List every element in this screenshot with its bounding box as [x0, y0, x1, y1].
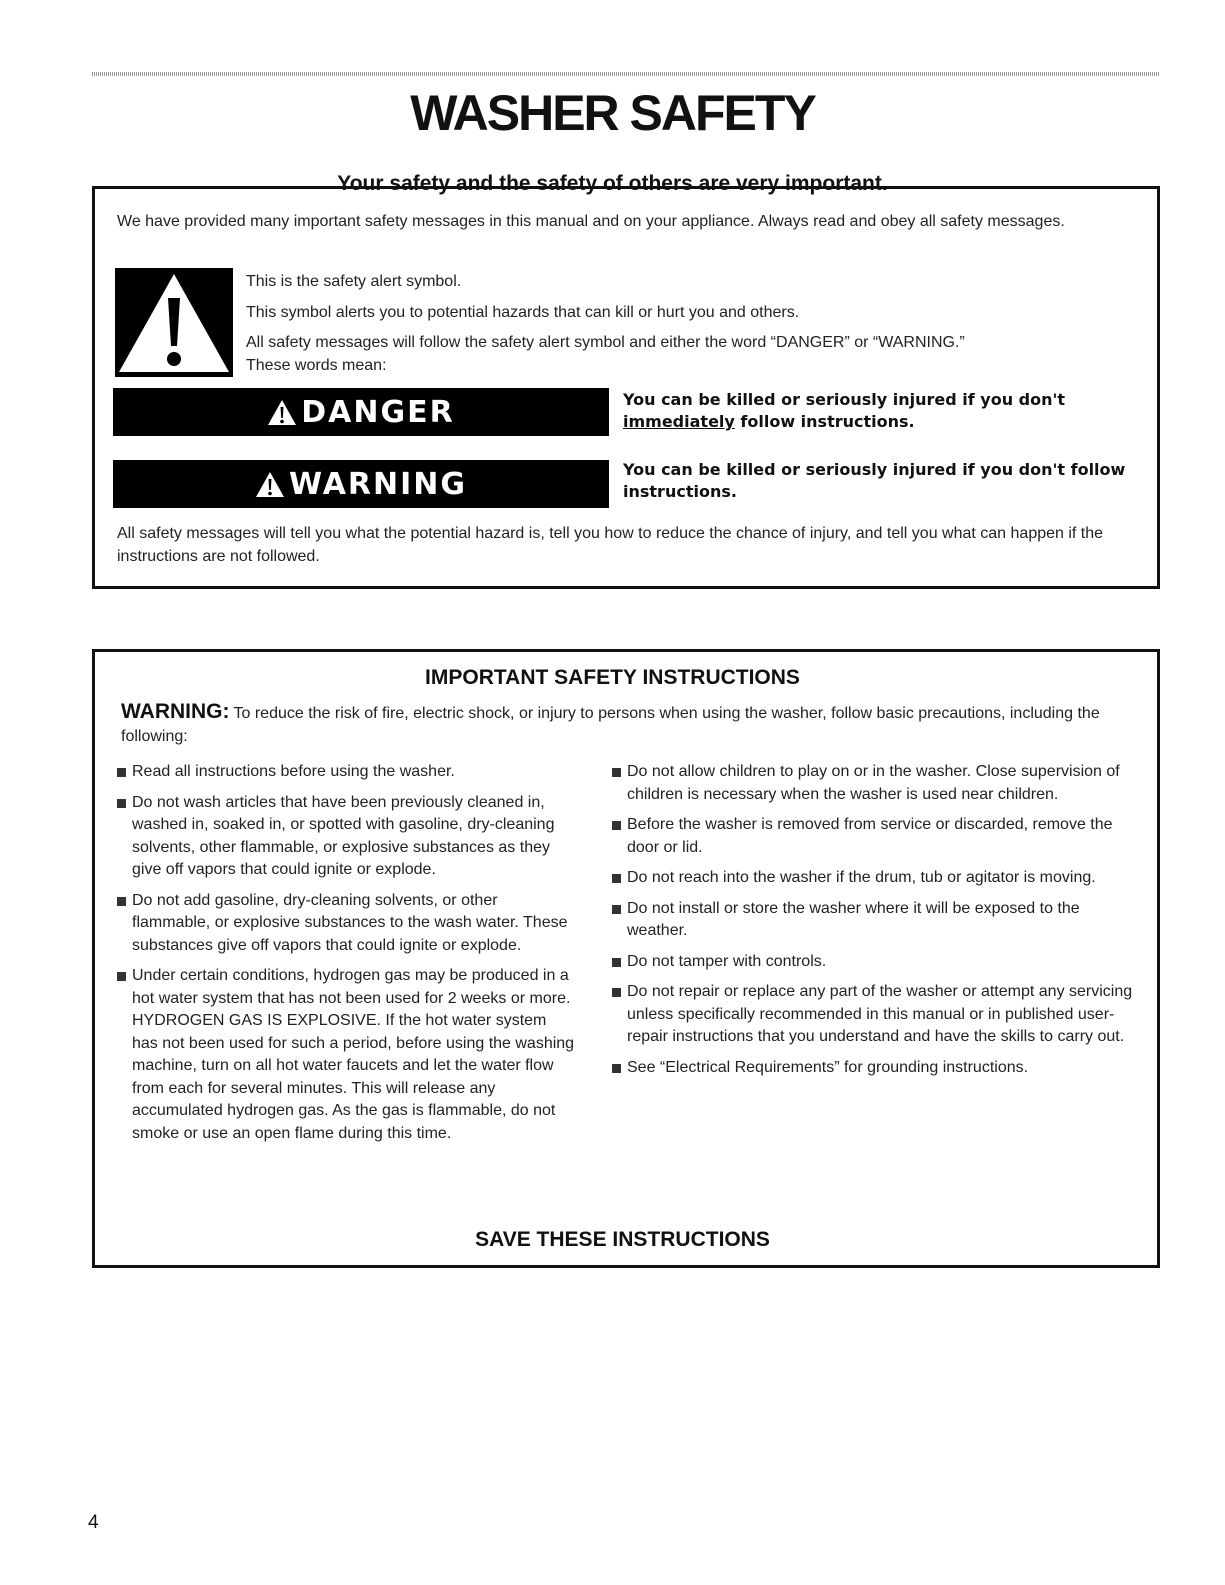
list-item [116, 792, 576, 882]
list-item-text: Do not reach into the washer if the drum, tub or agitator is moving. [627, 869, 1096, 886]
bullet-icon [117, 897, 126, 906]
bullet-icon [612, 1064, 621, 1073]
top-rule [92, 72, 1160, 76]
warning-signal-bar [113, 460, 609, 508]
list-item [116, 965, 576, 1145]
list-item-text: Under certain conditions, hydrogen gas may be produced in a hot water system that has not been used for 2 weeks or more. HYDROGEN GAS IS EXPLOSIVE. If the hot water system has not been used for such a period, before using the washing machine, turn on all hot water faucets and let the water flow from each for several minutes. This will release any accumulated hydrogen gas. As the gas is flammable, do not smoke or use an open flame during this time. [132, 967, 575, 1142]
bullet-icon [117, 768, 126, 777]
warning-intro-text: To reduce the risk of fire, electric shock, or injury to persons when using the washer, follow basic precautions, including the following: [121, 705, 1100, 745]
list-item-text: Before the washer is removed from service or discarded, remove the door or lid. [627, 816, 1113, 856]
instructions-heading: IMPORTANT SAFETY INSTRUCTIONS [425, 666, 800, 689]
alert-line: This symbol alerts you to potential hazards that can kill or hurt you and others. [246, 304, 800, 321]
list-item [611, 951, 1136, 974]
instructions-left-column [116, 761, 576, 1153]
alert-symbol-text [246, 270, 1116, 377]
bullet-icon [612, 958, 621, 967]
danger-desc-emphasis: immediately [623, 412, 735, 431]
alert-line: This is the safety alert symbol. [246, 273, 462, 290]
warning-intro-label: WARNING: [121, 700, 230, 723]
list-item [116, 890, 576, 958]
warning-intro [121, 700, 1131, 748]
list-item-text: Do not add gasoline, dry-cleaning solvents, or other flammable, or explosive substances to the wash water. These substances give off vapors that could ignite or explode. [132, 891, 568, 954]
alert-line: All safety messages will follow the safety alert symbol and either the word “DANGER” or “WARNING.” [246, 334, 965, 351]
list-item-text: Read all instructions before using the washer. [132, 763, 455, 780]
bullet-icon [117, 799, 126, 808]
danger-desc-text: You can be killed or seriously injured if you don't [623, 390, 1066, 409]
list-item [611, 761, 1136, 806]
list-item [611, 898, 1136, 943]
danger-desc-text-end: follow instructions. [734, 412, 915, 431]
warning-description: You can be killed or seriously injured if you don't follow instructions. [623, 460, 1126, 501]
warning-label: WARNING [288, 466, 468, 502]
warning-alert-icon [255, 471, 285, 498]
list-item [611, 867, 1136, 890]
alert-line: These words mean: [246, 357, 387, 374]
list-item [611, 1057, 1136, 1080]
bullet-icon [612, 988, 621, 997]
danger-description [623, 389, 1153, 433]
bullet-icon [612, 905, 621, 914]
danger-label: DANGER [301, 394, 455, 430]
list-item-text: Do not install or store the washer where it will be exposed to the weather. [627, 899, 1080, 939]
save-instructions-heading: SAVE THESE INSTRUCTIONS [475, 1228, 770, 1251]
safety-alert-icon [115, 268, 233, 377]
list-item-text: Do not tamper with controls. [627, 952, 827, 970]
bullet-icon [117, 972, 126, 981]
list-item-text: Do not allow children to play on or in the washer. Close supervision of children is necessary when the washer is used near children. [627, 763, 1120, 803]
page-title: WASHER SAFETY [410, 85, 815, 141]
list-item [116, 761, 576, 784]
danger-alert-icon [267, 399, 297, 426]
safety-intro: We have provided many important safety messages in this manual and on your appliance. Always read and obey all safety messages. [117, 213, 1065, 230]
bullet-icon [612, 768, 621, 777]
list-item-text: Do not wash articles that have been previously cleaned in, washed in, soaked in, or spotted with gasoline, dry-cleaning solvents, other flammable, or explosive substances as they give off vapors that could ignite or explode. [132, 793, 555, 878]
list-item [611, 814, 1136, 859]
list-item-text: Do not repair or replace any part of the washer or attempt any servicing unless specifically recommended in this manual or in published user-repair instructions that you understand and have the skills to carry out. [627, 983, 1133, 1045]
danger-signal-bar [113, 388, 609, 436]
safety-outro: All safety messages will tell you what the potential hazard is, tell you how to reduce the chance of injury, and tell you what can happen if the instructions are not followed. [117, 525, 1104, 565]
page-number: 4 [88, 1512, 99, 1533]
safety-heading: Your safety and the safety of others are very important. [337, 172, 888, 195]
list-item-text: See “Electrical Requirements” for grounding instructions. [627, 1058, 1029, 1076]
bullet-icon [612, 821, 621, 830]
instructions-right-column [611, 761, 1136, 1087]
bullet-icon [612, 874, 621, 883]
list-item [611, 981, 1136, 1049]
